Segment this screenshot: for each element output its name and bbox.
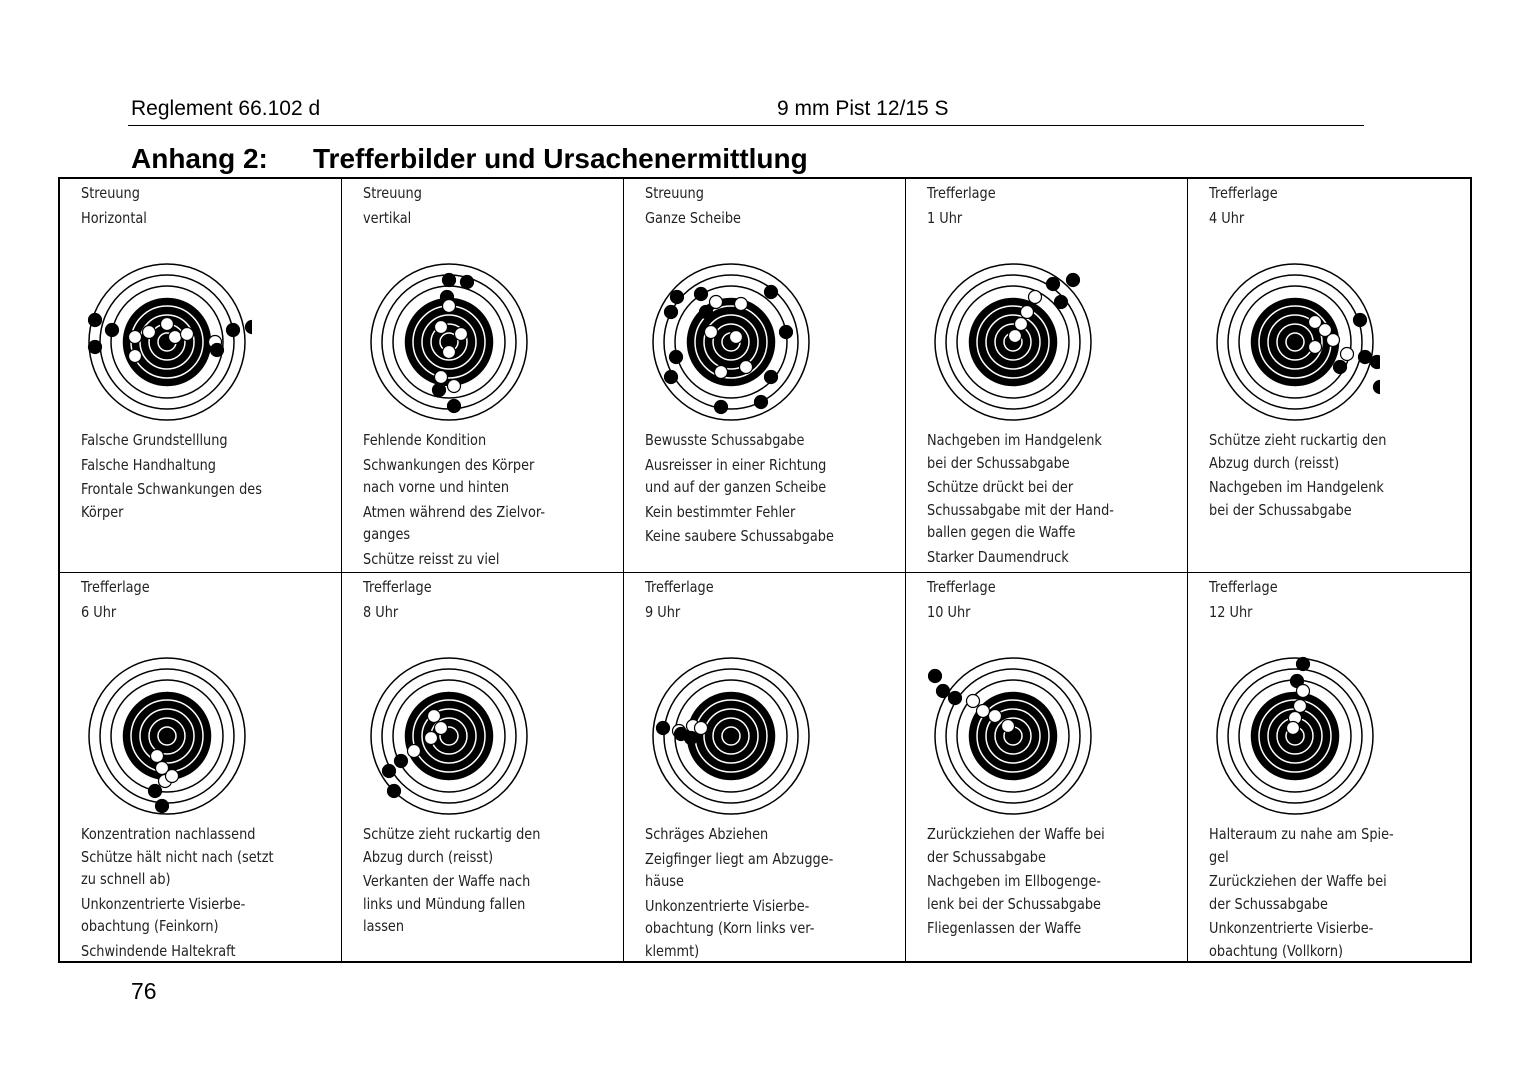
description-line: Kein bestimmter Fehler [645,502,796,521]
diagnosis-cell [624,179,906,573]
shot-hole [665,371,678,384]
description-line: Verkanten der Waffe nach [363,872,531,890]
shot-hole [1371,356,1381,369]
appendix-title: Trefferbilder und Ursachenermittlung [313,143,808,174]
cell-description [81,429,296,523]
shot-hole [246,321,253,334]
shot-pattern-target-icon [1210,257,1380,427]
diagnosis-cell [60,573,342,961]
description-line: obachtung (Feinkorn) [81,917,219,935]
shot-hole [949,692,962,705]
shot-hole [705,326,718,339]
shot-pattern-target-icon [928,651,1098,821]
shot-hole [657,722,670,735]
cell-category: Trefferlage [1209,184,1278,202]
shot-hole [671,291,684,304]
description-line: obachtung (Korn links ver- [645,919,815,937]
shot-hole [675,728,688,741]
description-line: Starker Daumendruck [927,547,1069,566]
cell-subtitle: 12 Uhr [1209,603,1253,621]
shot-hole [455,328,468,341]
shot-hole [1287,722,1300,735]
description-line: der Schussabgabe [927,847,1046,866]
cell-category: Trefferlage [1209,578,1278,596]
shot-hole [106,324,119,337]
shot-hole [227,324,240,337]
shot-hole [428,710,441,723]
description-line: Schütze drückt bei der [927,478,1074,496]
diagnosis-cell [1188,179,1470,573]
diagnosis-cell [624,573,906,961]
description-line: Ausreisser in einer Richtung [645,455,827,474]
cell-subtitle: 10 Uhr [927,603,971,621]
description-line: Unkonzentrierte Visierbe- [81,894,246,913]
description-line: Schütze hält nicht nach (setzt [81,847,274,866]
shot-hole [1334,361,1347,374]
cell-category: Trefferlage [81,578,150,596]
cell-subtitle: 9 Uhr [645,603,681,621]
diagnosis-cell [342,573,624,961]
description-line: ballen gegen die Waffe [927,523,1076,541]
description-line: Zurückziehen der Waffe bei [1209,872,1387,890]
shot-hole [169,331,182,344]
description-line: Schütze reisst zu viel [363,549,500,568]
shot-hole [715,401,728,414]
shot-pattern-target-icon [646,651,816,821]
target-ring [722,727,740,745]
description-line: und auf der ganzen Scheibe [645,478,827,496]
shot-hole [977,705,990,718]
shot-hole [695,288,708,301]
cell-description [1209,429,1424,521]
shot-hole [765,371,778,384]
shot-pattern-target-icon [1210,651,1380,821]
cell-subtitle: Horizontal [81,209,147,227]
description-line: Nachgeben im Handgelenk [927,431,1102,449]
shot-hole [211,344,224,357]
cell-category: Streuung [81,184,140,202]
shot-hole [433,384,446,397]
shot-hole [740,361,753,374]
cell-subtitle: 1 Uhr [927,209,963,227]
description-line: Fliegenlassen der Waffe [927,919,1082,937]
document-subject: 9 mm Pist 12/15 S [777,97,949,120]
description-line: Keine saubere Schussabgabe [645,527,834,545]
cell-subtitle: Ganze Scheibe [645,209,741,227]
target-ring [158,727,176,745]
document-reference: Reglement 66.102 d [131,97,321,120]
cell-category: Streuung [645,184,704,202]
shot-hole [937,685,950,698]
shot-hole [755,396,768,409]
description-line: Abzug durch (reisst) [363,847,494,866]
description-line: Schussabgabe mit der Hand- [927,500,1114,519]
cell-subtitle: vertikal [363,209,412,227]
shot-pattern-target-icon [82,257,252,427]
cell-category: Streuung [363,184,422,202]
shot-hole [1055,296,1068,309]
shot-hole [435,371,448,384]
description-line: häuse [645,872,684,890]
cell-description [1209,823,1424,962]
description-line: Bewusste Schussabgabe [645,431,805,449]
shot-hole [161,318,174,331]
shot-pattern-target-icon [364,651,534,821]
shot-hole [780,326,793,339]
shot-hole [166,770,179,783]
shot-hole [1067,274,1080,287]
shot-hole [1294,700,1307,713]
shot-hole [1297,685,1310,698]
diagnosis-cell [342,179,624,573]
diagnosis-cell [906,573,1188,961]
shot-hole [665,306,678,319]
shot-hole [1309,341,1322,354]
target-ring [1286,333,1304,351]
page-number: 76 [131,978,157,1004]
shot-hole [181,328,194,341]
description-line: links und Mündung fallen [363,894,526,913]
shot-pattern-target-icon [646,257,816,427]
shot-hole [443,300,456,313]
diagnosis-cell [1188,573,1470,961]
description-line: der Schussabgabe [1209,894,1328,913]
shot-hole [1047,278,1060,291]
diagnosis-table [58,177,1472,963]
shot-hole [435,321,448,334]
cell-category: Trefferlage [363,578,432,596]
appendix-number: Anhang 2: [131,143,268,174]
description-line: Schütze zieht ruckartig den [363,825,541,843]
description-line: Unkonzentrierte Visierbe- [1209,919,1374,937]
cell-category: Trefferlage [927,578,996,596]
description-line: Nachgeben im Handgelenk [1209,478,1384,496]
shot-hole [765,286,778,299]
description-line: Frontale Schwankungen des [81,480,262,498]
description-line: Abzug durch (reisst) [1209,453,1340,472]
description-line: Halteraum zu nahe am Spie- [1209,825,1394,843]
cell-subtitle: 6 Uhr [81,603,117,621]
shot-hole [695,722,708,735]
shot-hole [1374,381,1381,394]
shot-hole [710,296,723,309]
shot-hole [383,765,396,778]
cell-description [927,823,1142,940]
cell-description [81,823,296,962]
shot-hole [670,351,683,364]
description-line: Schwindende Haltekraft [81,941,236,960]
cell-subtitle: 8 Uhr [363,603,399,621]
description-line: obachtung (Vollkorn) [1209,941,1344,960]
shot-hole [156,800,169,813]
shot-hole [443,274,456,287]
cell-description [927,429,1142,568]
description-line: klemmt) [645,941,700,960]
shot-hole [1029,291,1042,304]
shot-hole [715,366,728,379]
shot-hole [129,350,142,363]
shot-hole [1309,316,1322,329]
shot-pattern-target-icon [928,257,1098,427]
description-line: lassen [363,917,405,935]
shot-hole [395,755,408,768]
cell-description [363,429,578,570]
diagnosis-cell [60,179,342,573]
description-line: zu schnell ab) [81,870,171,888]
cell-description [363,823,578,938]
description-line: gel [1209,847,1229,866]
shot-hole [700,306,713,319]
shot-hole [989,710,1002,723]
diagnosis-cell [906,179,1188,573]
shot-hole [730,331,743,344]
cell-category: Trefferlage [645,578,714,596]
shot-hole [149,785,162,798]
description-line: Nachgeben im Ellbogenge- [927,872,1102,890]
shot-hole [1009,330,1022,343]
description-line: bei der Schussabgabe [927,453,1070,472]
shot-hole [408,745,421,758]
cell-description [645,823,860,962]
shot-hole [129,331,142,344]
shot-pattern-target-icon [82,651,252,821]
description-line: Zurückziehen der Waffe bei [927,825,1105,843]
description-line: Konzentration nachlassend [81,825,256,843]
shot-pattern-target-icon [364,257,534,427]
description-line: Schwankungen des Körper [363,455,535,474]
shot-hole [89,314,102,327]
shot-hole [1021,306,1034,319]
shot-hole [425,732,438,745]
shot-hole [448,400,461,413]
page-title [131,142,808,176]
description-line: Falsche Handhaltung [81,455,216,474]
shot-hole [1341,348,1354,361]
shot-hole [929,670,942,683]
shot-hole [461,276,474,289]
shot-hole [1015,318,1028,331]
description-line: lenk bei der Schussabgabe [927,894,1102,913]
description-line: Zeigfinger liegt am Abzugge- [645,849,834,868]
shot-hole [967,695,980,708]
description-line: Schräges Abziehen [645,825,769,843]
shot-hole [443,346,456,359]
shot-hole [435,722,448,735]
description-line: Unkonzentrierte Visierbe- [645,896,810,915]
shot-hole [448,380,461,393]
shot-hole [1359,351,1372,364]
cell-subtitle: 4 Uhr [1209,209,1245,227]
description-line: Falsche Grundstelllung [81,431,228,449]
shot-hole [143,326,156,339]
description-line: Fehlende Kondition [363,431,487,449]
shot-hole [89,341,102,354]
description-line: Schütze zieht ruckartig den [1209,431,1387,449]
description-line: Körper [81,502,124,521]
description-line: ganges [363,525,411,543]
description-line: Atmen während des Zielvor- [363,502,546,521]
shot-hole [388,785,401,798]
shot-hole [1297,658,1310,671]
shot-hole [1002,720,1015,733]
cell-description [645,429,860,548]
shot-hole [735,298,748,311]
header-rule [128,125,1364,126]
description-line: bei der Schussabgabe [1209,500,1352,519]
description-line: nach vorne und hinten [363,478,510,496]
shot-hole [1354,314,1367,327]
shot-hole [151,750,164,763]
cell-category: Trefferlage [927,184,996,202]
